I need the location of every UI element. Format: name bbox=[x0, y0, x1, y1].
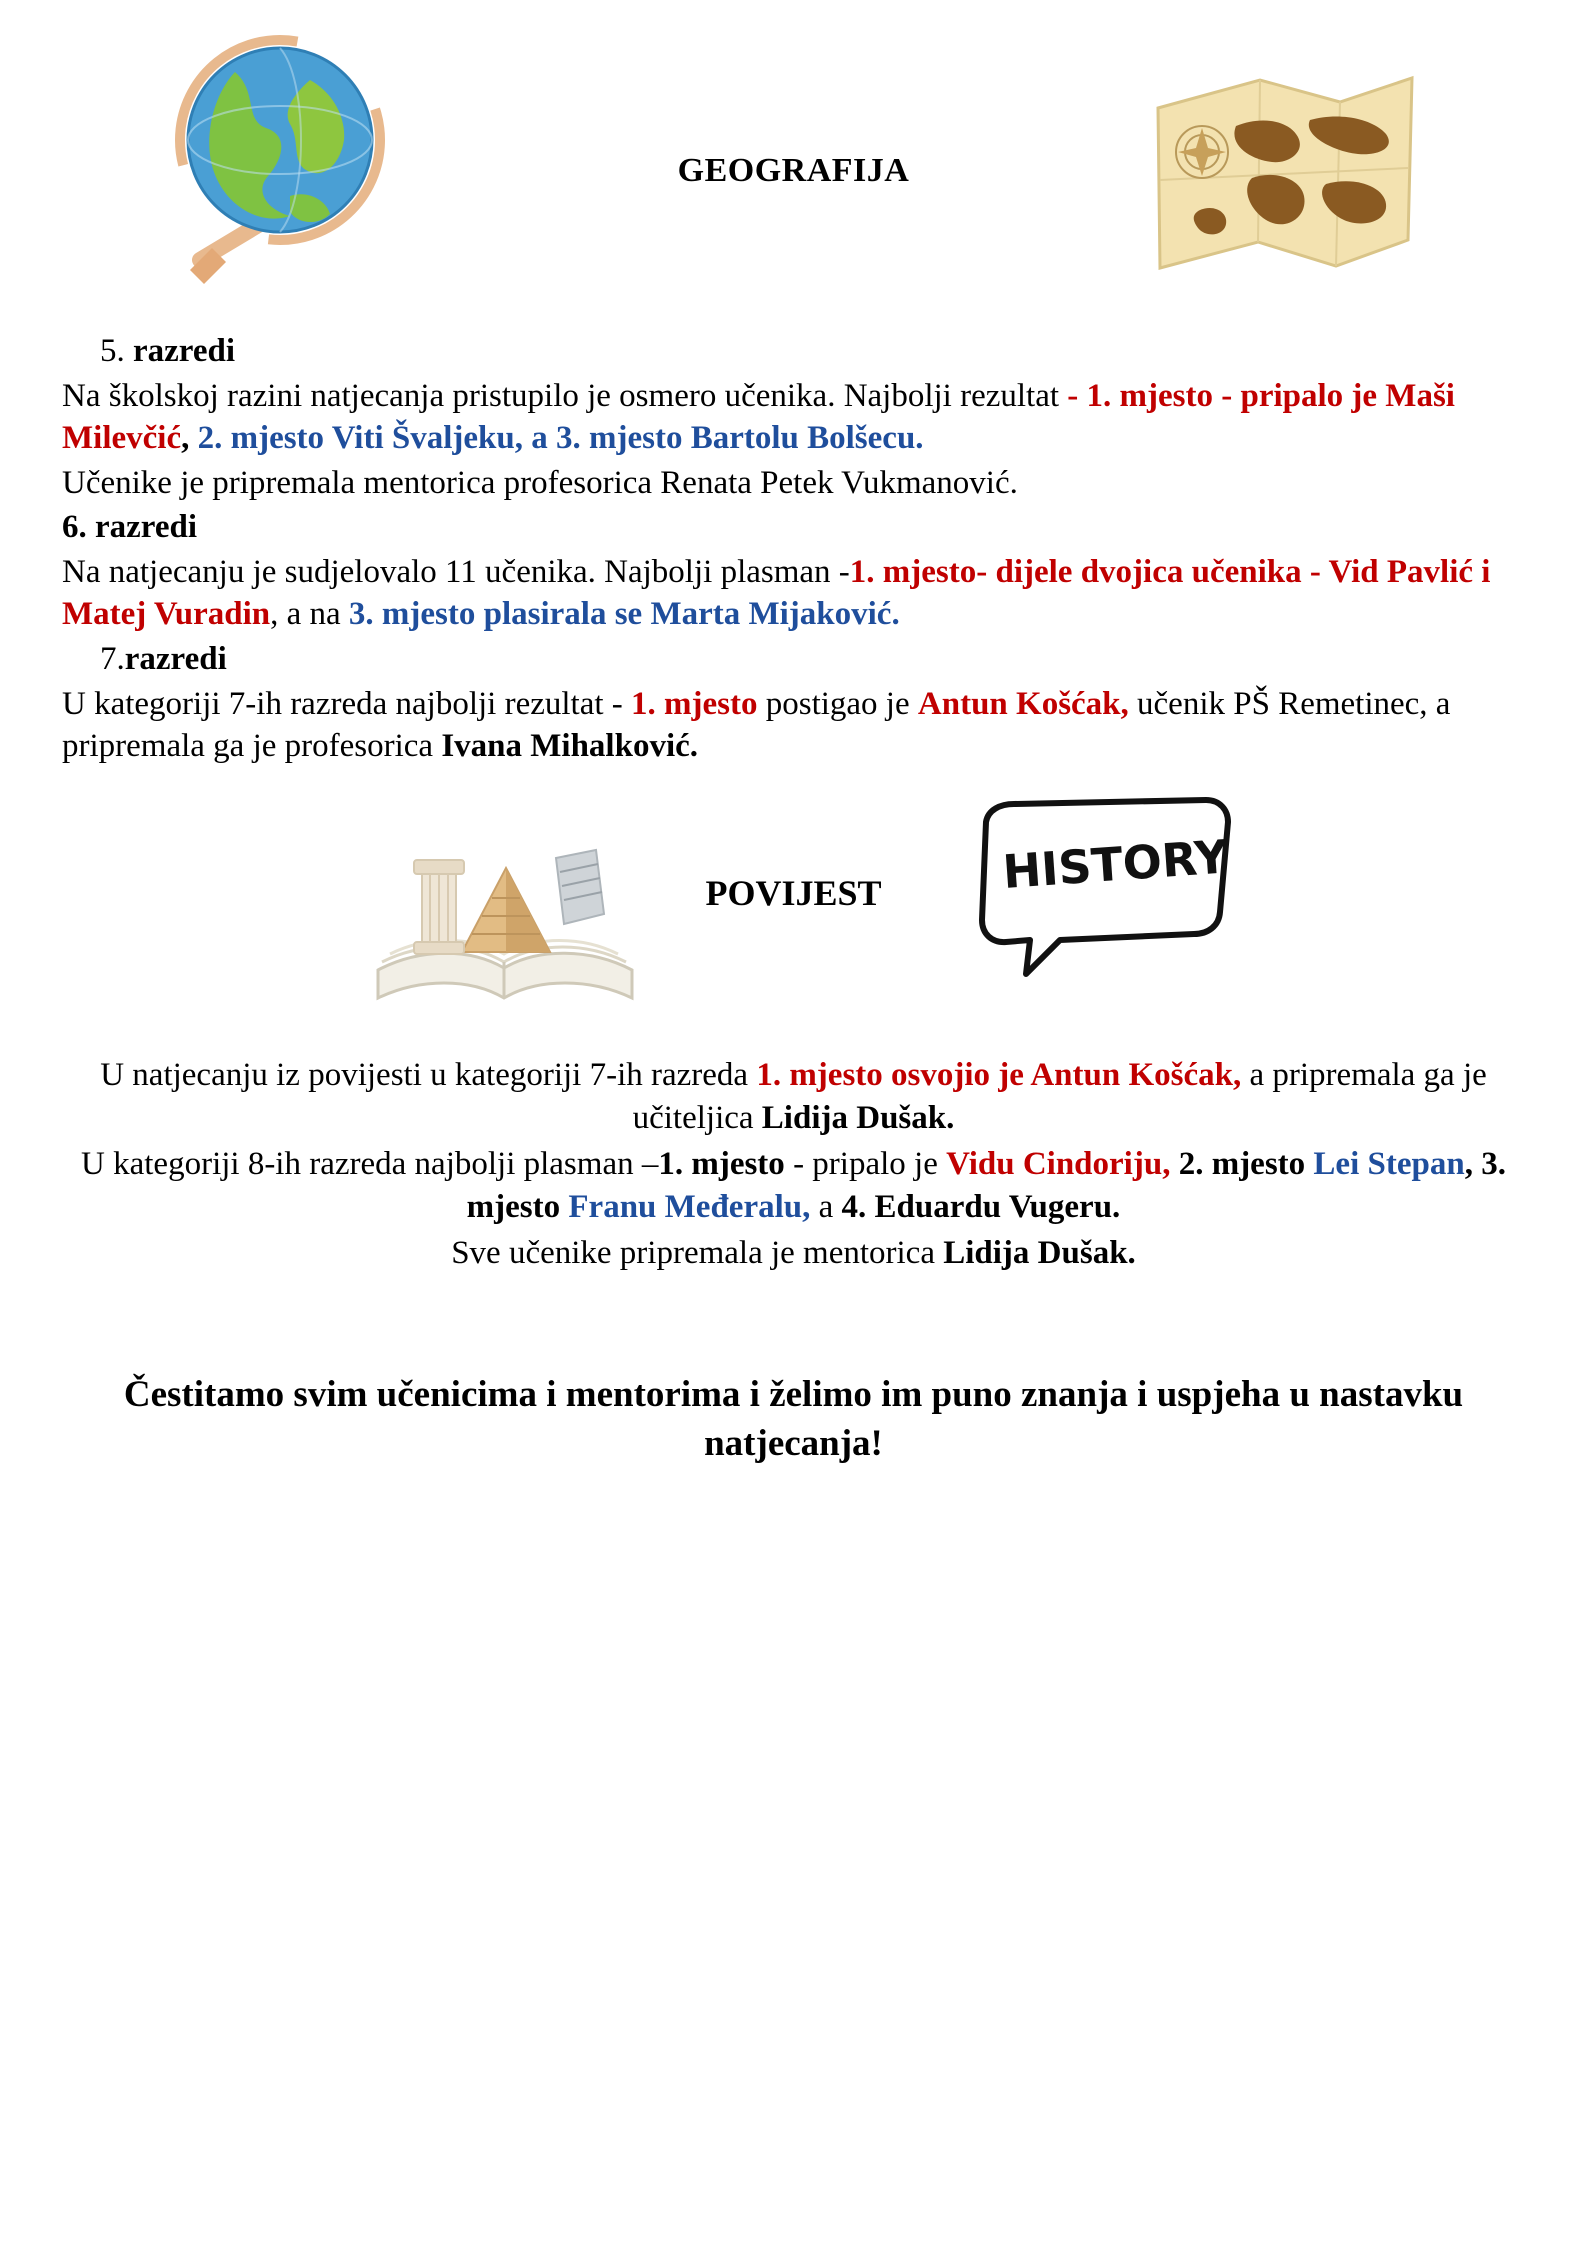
grade-5-text-red: - 1. mjesto - pripalo je Maši Milevčić bbox=[62, 377, 1455, 457]
grade-7-heading bbox=[62, 638, 1525, 681]
history-header bbox=[0, 792, 1587, 1042]
grade-5-label: razredi bbox=[133, 333, 236, 369]
history-bubble-text: HISTORY bbox=[1001, 829, 1230, 899]
grade-5-text-1: Na školskoj razini natjecanja pristupilo je osmero učenika. Najbolji rezultat bbox=[62, 377, 1060, 414]
grade-7-text-red-1: 1. mjesto bbox=[631, 685, 758, 722]
grade-7-number: 7. bbox=[100, 640, 125, 677]
grade-6-text-blue: 3. mjesto plasirala se Marta Mijaković. bbox=[348, 596, 900, 633]
grade-7-text-3: učenik PŠ Remetinec, a pripremala ga je profesorica bbox=[62, 685, 1451, 765]
grade-5-mentor-paragraph: Učenike je pripremala mentorica profesorica Renata Petek Vukmanović. bbox=[62, 464, 1018, 501]
history-p2-blue-1: Lei Stepan bbox=[1313, 1145, 1465, 1182]
grade-6-text-mid: , a na bbox=[270, 596, 349, 633]
history-p2-bold-3: , 3. mjesto bbox=[466, 1145, 1506, 1226]
geography-content bbox=[0, 330, 1587, 768]
history-p1-bold: Lidija Dušak. bbox=[761, 1100, 955, 1137]
grade-7-text-bold: Ivana Mihalković. bbox=[441, 728, 699, 765]
history-p2-text-3: a bbox=[810, 1189, 842, 1226]
history-paragraph-2 bbox=[62, 1143, 1525, 1230]
history-p1-text-2: a pripremala ga je učiteljica bbox=[632, 1056, 1487, 1137]
grade-7-text-1: U kategoriji 7-ih razreda najbolji rezultat - bbox=[62, 685, 632, 722]
congratulations-text: Čestitamo svim učenicima i mentorima i želimo im puno znanja i uspjeha u nastavku natjecanja! bbox=[123, 1374, 1464, 1465]
grade-5-heading bbox=[62, 330, 1525, 373]
grade-5-text-blue: 2. mjesto Viti Švaljeku, a 3. mjesto Bartolu Bolšecu. bbox=[197, 420, 924, 457]
grade-6-paragraph bbox=[62, 551, 1525, 636]
grade-5-text-comma: , bbox=[181, 420, 198, 457]
history-p1-red: 1. mjesto osvojio je Antun Košćak, bbox=[756, 1056, 1242, 1093]
grade-5-number: 5. bbox=[100, 333, 125, 369]
grade-6-heading: 6. razredi bbox=[62, 509, 198, 546]
grade-7-label: razredi bbox=[124, 640, 227, 677]
geography-title: GEOGRAFIJA bbox=[677, 152, 910, 189]
history-p2-bold-1: 1. mjesto bbox=[658, 1145, 785, 1182]
grade-6-text-1: Na natjecanju je sudjelovalo 11 učenika. Najbolji plasman - bbox=[62, 553, 850, 590]
grade-7-text-2: postigao je bbox=[757, 685, 918, 722]
grade-6-text-red: 1. mjesto- dijele dvojica učenika - Vid Pavlić i Matej Vuradin bbox=[62, 553, 1491, 633]
history-p2-bold-2: 2. mjesto bbox=[1170, 1145, 1314, 1182]
history-p2-blue-2: Franu Međeralu, bbox=[568, 1189, 811, 1226]
history-p2-text-2: - pripalo je bbox=[784, 1145, 947, 1182]
history-content bbox=[0, 1054, 1587, 1276]
grade-7-paragraph bbox=[62, 683, 1525, 768]
history-p1-text-1: U natjecanju iz povijesti u kategoriji 7-ih razreda bbox=[100, 1056, 757, 1093]
history-paragraph-3 bbox=[62, 1232, 1525, 1276]
history-paragraph-1 bbox=[62, 1054, 1525, 1141]
geography-header bbox=[0, 0, 1587, 330]
grade-7-text-red-2: Antun Košćak, bbox=[917, 685, 1129, 722]
history-p3-text: Sve učenike pripremala je mentorica bbox=[451, 1234, 944, 1271]
history-title: POVIJEST bbox=[705, 872, 882, 913]
history-p2-red: Vidu Cindoriju, bbox=[946, 1145, 1171, 1182]
grade-5-paragraph bbox=[62, 375, 1525, 460]
history-p2-text-1: U kategoriji 8-ih razreda najbolji plasman – bbox=[81, 1145, 659, 1182]
history-p2-bold-4: 4. Eduardu Vugeru. bbox=[841, 1189, 1121, 1226]
history-p3-bold: Lidija Dušak. bbox=[943, 1234, 1136, 1271]
